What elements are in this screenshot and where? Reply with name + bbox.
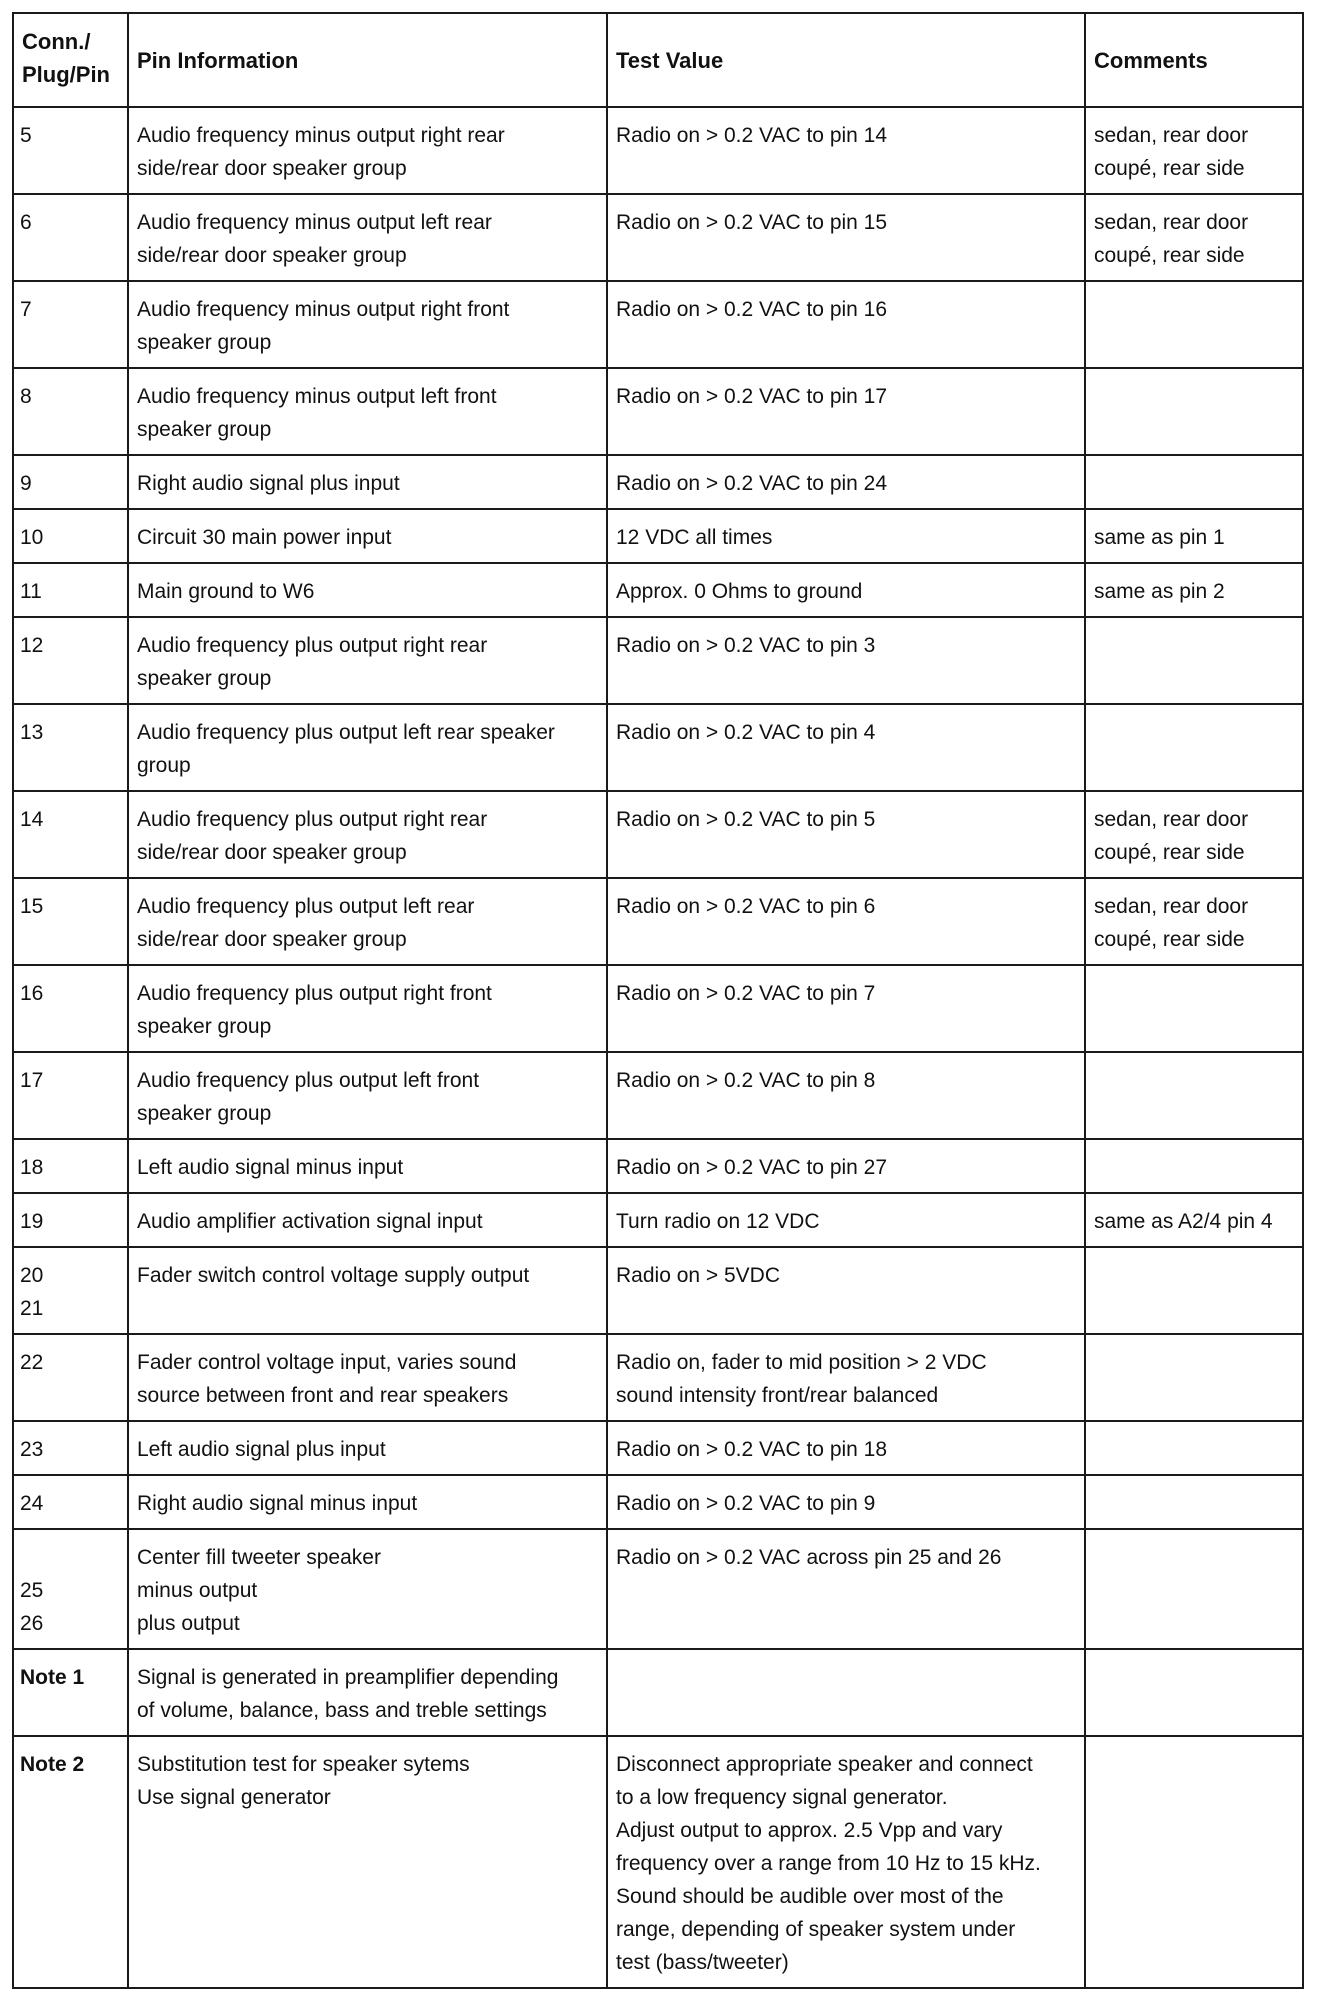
header-comments: Comments [1085, 13, 1303, 107]
cell-pin-information [128, 1475, 607, 1529]
cell-pin-information-line: side/rear door speaker group [137, 841, 407, 864]
cell-pin-information [128, 704, 607, 791]
cell-comments [1085, 455, 1303, 509]
cell-pin-information-line: Substitution test for speaker sytems [137, 1753, 470, 1776]
cell-conn-pin [13, 1334, 128, 1421]
cell-conn-pin-line: 8 [20, 385, 32, 408]
cell-conn-pin [13, 107, 128, 194]
cell-pin-information-line: Main ground to W6 [137, 580, 315, 603]
cell-test-value [607, 281, 1085, 368]
cell-pin-information-line: speaker group [137, 1102, 272, 1125]
cell-conn-pin-line [20, 1541, 119, 1574]
cell-test-value [607, 509, 1085, 563]
cell-conn-pin [13, 1139, 128, 1193]
cell-pin-information-line: side/rear door speaker group [137, 244, 407, 267]
cell-conn-pin [13, 791, 128, 878]
cell-test-value-line: Sound should be audible over most of the [616, 1885, 1004, 1908]
cell-test-value [607, 194, 1085, 281]
cell-test-value-line: Radio on > 0.2 VAC to pin 18 [616, 1438, 888, 1461]
cell-conn-pin-line: 16 [20, 982, 44, 1005]
cell-pin-information-line: Right audio signal minus input [137, 1492, 418, 1515]
cell-conn-pin-line: 17 [20, 1069, 44, 1092]
cell-pin-information-line: Audio frequency minus output left front [137, 385, 497, 408]
cell-comments [1085, 965, 1303, 1052]
cell-comments [1085, 1529, 1303, 1649]
cell-pin-information-line: speaker group [137, 331, 272, 354]
cell-conn-pin-line: 10 [20, 526, 44, 549]
cell-comments [1085, 194, 1303, 281]
cell-comments [1085, 107, 1303, 194]
cell-conn-pin-line: 25 [20, 1579, 44, 1602]
cell-conn-pin [13, 194, 128, 281]
cell-pin-information-line: Audio frequency minus output right rear [137, 124, 505, 147]
cell-pin-information-line: Right audio signal plus input [137, 472, 400, 495]
cell-conn-pin [13, 704, 128, 791]
cell-test-value [607, 878, 1085, 965]
cell-conn-pin-line: Note 2 [20, 1753, 85, 1776]
table-row [13, 1475, 1303, 1529]
table-body [13, 107, 1303, 1988]
cell-conn-pin-line: Note 1 [20, 1666, 85, 1689]
cell-pin-information-line: Use signal generator [137, 1786, 331, 1809]
cell-comments [1085, 563, 1303, 617]
cell-conn-pin-line: 18 [20, 1156, 44, 1179]
cell-test-value [607, 1529, 1085, 1649]
cell-test-value-line: test (bass/tweeter) [616, 1951, 789, 1974]
cell-test-value-line: to a low frequency signal generator. [616, 1786, 948, 1809]
cell-test-value-line: 12 VDC all times [616, 526, 773, 549]
cell-comments [1085, 509, 1303, 563]
cell-test-value-line: Radio on > 0.2 VAC to pin 17 [616, 385, 888, 408]
cell-pin-information-line: Audio frequency minus output right front [137, 298, 510, 321]
cell-comments [1085, 1334, 1303, 1421]
table-row [13, 617, 1303, 704]
cell-comments-line: coupé, rear side [1094, 157, 1245, 180]
cell-pin-information [128, 194, 607, 281]
cell-pin-information-line: Fader switch control voltage supply output [137, 1264, 530, 1287]
table-row [13, 455, 1303, 509]
cell-conn-pin [13, 1247, 128, 1334]
header-pin-information: Pin Information [128, 13, 607, 107]
cell-pin-information [128, 1139, 607, 1193]
cell-pin-information [128, 1247, 607, 1334]
cell-test-value-line: Radio on > 0.2 VAC to pin 5 [616, 808, 876, 831]
cell-test-value-line: Radio on > 0.2 VAC to pin 16 [616, 298, 888, 321]
cell-test-value-line: Radio on > 0.2 VAC to pin 6 [616, 895, 876, 918]
cell-test-value-line: Radio on > 0.2 VAC to pin 9 [616, 1492, 876, 1515]
table-row [13, 281, 1303, 368]
cell-conn-pin-line: 7 [20, 298, 32, 321]
cell-pin-information [128, 1736, 607, 1988]
cell-conn-pin-line: 22 [20, 1351, 44, 1374]
cell-pin-information-line: group [137, 754, 191, 777]
cell-comments-line: sedan, rear door [1094, 808, 1249, 831]
cell-comments-line: coupé, rear side [1094, 244, 1245, 267]
cell-pin-information [128, 1052, 607, 1139]
cell-comments [1085, 1052, 1303, 1139]
cell-test-value [607, 1334, 1085, 1421]
cell-comments-line: same as pin 2 [1094, 580, 1225, 603]
cell-conn-pin-line: 9 [20, 472, 32, 495]
cell-pin-information [128, 455, 607, 509]
cell-pin-information-line: Audio frequency plus output right rear [137, 634, 488, 657]
table-row [13, 1247, 1303, 1334]
cell-test-value-line: Radio on > 5VDC [616, 1264, 781, 1287]
table-row [13, 1736, 1303, 1988]
cell-pin-information-line: side/rear door speaker group [137, 157, 407, 180]
cell-conn-pin [13, 281, 128, 368]
cell-test-value [607, 1193, 1085, 1247]
cell-conn-pin [13, 1193, 128, 1247]
cell-pin-information-line: Audio frequency plus output left front [137, 1069, 480, 1092]
cell-test-value [607, 1736, 1085, 1988]
cell-conn-pin [13, 1649, 128, 1736]
document-page [12, 12, 1302, 1989]
cell-conn-pin [13, 563, 128, 617]
cell-pin-information-line: Left audio signal minus input [137, 1156, 404, 1179]
cell-test-value-line: Radio on > 0.2 VAC to pin 14 [616, 124, 888, 147]
cell-comments-line: coupé, rear side [1094, 928, 1245, 951]
cell-comments [1085, 1649, 1303, 1736]
cell-conn-pin [13, 368, 128, 455]
cell-test-value [607, 965, 1085, 1052]
cell-pin-information [128, 1193, 607, 1247]
cell-comments [1085, 704, 1303, 791]
cell-pin-information-line: Audio frequency plus output right rear [137, 808, 488, 831]
table-row [13, 704, 1303, 791]
cell-comments-line: coupé, rear side [1094, 841, 1245, 864]
header-conn-line: Conn./ [22, 29, 91, 54]
cell-pin-information [128, 107, 607, 194]
table-row [13, 107, 1303, 194]
cell-pin-information-line: source between front and rear speakers [137, 1384, 509, 1407]
cell-conn-pin [13, 1421, 128, 1475]
table-row [13, 878, 1303, 965]
cell-comments [1085, 617, 1303, 704]
cell-test-value [607, 455, 1085, 509]
cell-test-value [607, 1139, 1085, 1193]
table-row [13, 791, 1303, 878]
cell-test-value-line: sound intensity front/rear balanced [616, 1384, 939, 1407]
cell-test-value-line: Radio on > 0.2 VAC to pin 3 [616, 634, 876, 657]
cell-test-value-line: range, depending of speaker system under [616, 1918, 1016, 1941]
cell-conn-pin-line: 19 [20, 1210, 44, 1233]
cell-conn-pin [13, 455, 128, 509]
cell-test-value-line: Radio on > 0.2 VAC to pin 24 [616, 472, 888, 495]
cell-pin-information-line: Left audio signal plus input [137, 1438, 386, 1461]
cell-conn-pin [13, 1475, 128, 1529]
cell-pin-information-line: side/rear door speaker group [137, 928, 407, 951]
cell-pin-information-line: minus output [137, 1579, 258, 1602]
table-row [13, 1649, 1303, 1736]
cell-comments [1085, 1421, 1303, 1475]
cell-comments [1085, 1247, 1303, 1334]
cell-test-value [607, 1649, 1085, 1736]
cell-pin-information [128, 1529, 607, 1649]
cell-comments-line: sedan, rear door [1094, 895, 1249, 918]
cell-pin-information-line: Audio frequency minus output left rear [137, 211, 492, 234]
cell-comments [1085, 281, 1303, 368]
cell-conn-pin-line: 13 [20, 721, 44, 744]
table-row [13, 1529, 1303, 1649]
cell-pin-information-line: Center fill tweeter speaker [137, 1546, 381, 1569]
cell-pin-information-line: speaker group [137, 1015, 272, 1038]
cell-comments-line: sedan, rear door [1094, 124, 1249, 147]
cell-pin-information-line: Circuit 30 main power input [137, 526, 392, 549]
header-test-value: Test Value [607, 13, 1085, 107]
table-row [13, 368, 1303, 455]
cell-conn-pin-line: 5 [20, 124, 32, 147]
cell-conn-pin-line: 15 [20, 895, 44, 918]
cell-test-value-line: Radio on, fader to mid position > 2 VDC [616, 1351, 987, 1374]
cell-pin-information-line: speaker group [137, 418, 272, 441]
cell-test-value-line: Radio on > 0.2 VAC across pin 25 and 26 [616, 1546, 1002, 1569]
cell-pin-information-line: Fader control voltage input, varies sound [137, 1351, 517, 1374]
cell-test-value-line: Radio on > 0.2 VAC to pin 4 [616, 721, 876, 744]
cell-conn-pin [13, 878, 128, 965]
cell-conn-pin [13, 1052, 128, 1139]
cell-comments-line: same as pin 1 [1094, 526, 1225, 549]
cell-comments [1085, 1139, 1303, 1193]
cell-conn-pin-line: 11 [20, 580, 42, 603]
cell-pin-information-line: Audio frequency plus output left rear speaker [137, 721, 555, 744]
cell-pin-information [128, 1334, 607, 1421]
table-row [13, 1421, 1303, 1475]
cell-pin-information-line: Audio amplifier activation signal input [137, 1210, 483, 1233]
cell-pin-information [128, 563, 607, 617]
cell-conn-pin-line: 24 [20, 1492, 44, 1515]
cell-test-value-line: Adjust output to approx. 2.5 Vpp and vary [616, 1819, 1003, 1842]
cell-pin-information-line: Signal is generated in preamplifier depending [137, 1666, 559, 1689]
cell-test-value [607, 791, 1085, 878]
table-row [13, 1193, 1303, 1247]
cell-comments-line: same as A2/4 pin 4 [1094, 1210, 1273, 1233]
table-row [13, 509, 1303, 563]
cell-comments [1085, 368, 1303, 455]
header-conn-plug-pin [13, 13, 128, 107]
cell-conn-pin-line: 20 [20, 1264, 44, 1287]
table-row [13, 1139, 1303, 1193]
cell-pin-information [128, 1649, 607, 1736]
cell-test-value-line: Radio on > 0.2 VAC to pin 7 [616, 982, 876, 1005]
pin-assignment-table [12, 12, 1304, 1989]
table-row [13, 563, 1303, 617]
cell-test-value [607, 1052, 1085, 1139]
cell-conn-pin [13, 509, 128, 563]
cell-comments [1085, 791, 1303, 878]
cell-conn-pin-line: 14 [20, 808, 44, 831]
cell-test-value [607, 1247, 1085, 1334]
table-header-row [13, 13, 1303, 107]
cell-conn-pin-line: 26 [20, 1612, 44, 1635]
header-conn-line: Plug/Pin [22, 62, 110, 87]
cell-test-value-line: Approx. 0 Ohms to ground [616, 580, 863, 603]
cell-comments [1085, 1193, 1303, 1247]
cell-test-value [607, 107, 1085, 194]
cell-test-value-line: Radio on > 0.2 VAC to pin 8 [616, 1069, 876, 1092]
cell-pin-information [128, 368, 607, 455]
cell-pin-information-line: of volume, balance, bass and treble settings [137, 1699, 547, 1722]
cell-pin-information [128, 1421, 607, 1475]
cell-pin-information [128, 509, 607, 563]
cell-conn-pin-line: 23 [20, 1438, 44, 1461]
cell-conn-pin-line: 12 [20, 634, 44, 657]
cell-test-value [607, 617, 1085, 704]
cell-test-value [607, 368, 1085, 455]
cell-test-value-line: Turn radio on 12 VDC [616, 1210, 820, 1233]
cell-test-value [607, 704, 1085, 791]
cell-conn-pin-line: 6 [20, 211, 32, 234]
cell-test-value-line: Radio on > 0.2 VAC to pin 27 [616, 1156, 888, 1179]
cell-pin-information-line: speaker group [137, 667, 272, 690]
cell-pin-information [128, 965, 607, 1052]
cell-conn-pin [13, 965, 128, 1052]
cell-pin-information [128, 878, 607, 965]
table-row [13, 194, 1303, 281]
cell-comments-line: sedan, rear door [1094, 211, 1249, 234]
cell-comments [1085, 1475, 1303, 1529]
cell-pin-information-line: Audio frequency plus output left rear [137, 895, 475, 918]
cell-conn-pin-line: 21 [20, 1297, 44, 1320]
table-row [13, 1334, 1303, 1421]
cell-test-value-line: Radio on > 0.2 VAC to pin 15 [616, 211, 888, 234]
cell-test-value [607, 1475, 1085, 1529]
cell-test-value-line: frequency over a range from 10 Hz to 15 kHz. [616, 1852, 1041, 1875]
cell-test-value [607, 563, 1085, 617]
cell-test-value [607, 1421, 1085, 1475]
cell-pin-information [128, 281, 607, 368]
cell-pin-information-line: Audio frequency plus output right front [137, 982, 492, 1005]
cell-pin-information [128, 617, 607, 704]
cell-conn-pin [13, 1529, 128, 1649]
cell-comments [1085, 878, 1303, 965]
table-row [13, 1052, 1303, 1139]
cell-pin-information-line: plus output [137, 1612, 240, 1635]
cell-comments [1085, 1736, 1303, 1988]
cell-pin-information [128, 791, 607, 878]
table-row [13, 965, 1303, 1052]
cell-conn-pin [13, 617, 128, 704]
cell-conn-pin [13, 1736, 128, 1988]
cell-test-value-line: Disconnect appropriate speaker and connect [616, 1753, 1033, 1776]
